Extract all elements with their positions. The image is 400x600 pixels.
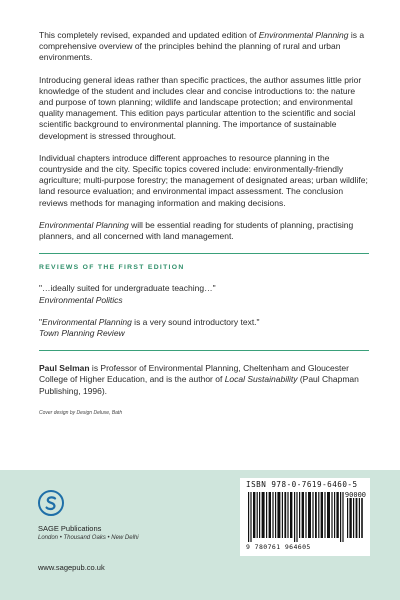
isbn-number: ISBN 978-0-7619-6460-5 [246, 480, 358, 489]
publisher-cities: London • Thousand Oaks • New Delhi [38, 535, 139, 541]
review-item: "Environmental Planning is a very sound introductory text." Town Planning Review [39, 317, 369, 339]
book-title: Environmental Planning [258, 30, 349, 40]
barcode [240, 478, 370, 556]
publisher-name: SAGE Publications [38, 524, 102, 533]
reviews-heading: REVIEWS OF THE FIRST EDITION [39, 264, 185, 272]
sage-logo-icon [38, 490, 64, 516]
author-name: Paul Selman [39, 363, 90, 374]
review-source: Town Planning Review [39, 328, 125, 339]
cover-credit: Cover design by Design Deluxe, Bath [39, 409, 123, 416]
audience-paragraph: Environmental Planning will be essential reading for students of planning, practising planners, and all concerned with land management. [39, 219, 354, 242]
divider [39, 253, 369, 254]
barcode-number: 9 780761 964605 [246, 543, 311, 551]
review-source: Environmental Politics [39, 294, 123, 305]
blurb [39, 30, 369, 419]
review-item: "…ideally suited for undergraduate teaching…" Environmental Politics [39, 283, 369, 305]
topics-paragraph: Individual chapters introduce different approaches to resource planning in the countryside and the city. Specific topics covered include: environmentally-friendly agriculture; multi-purpose forestry; the management of designated areas; urban wildlife; land resource evaluation; and environmental impact assessment. The conclusion reviews methods for managing information and making decisions. [39, 152, 368, 208]
description-paragraph: Introducing general ideas rather than specific practices, the author assumes little prior knowledge of the student and includes clear and concise introductions to: the nature and purpose of town planning; wildlife and landscape protection; and environmental quality management. This edition pays particular attention to the scientific and social scientific background to environmental planning. The importance of sustainable development is stressed throughout. [39, 74, 362, 141]
price-code: 90000 [344, 491, 366, 499]
divider [39, 350, 369, 351]
publisher-website[interactable]: www.sagepub.co.uk [38, 563, 105, 572]
intro-paragraph: This completely revised, expanded and updated edition of Environmental Planning is a comprehensive overview of the principles behind the planning of rural and urban environments. [39, 30, 365, 63]
author-bio: Paul Selman is Professor of Environmental Planning, Cheltenham and Gloucester College of Higher Education, and is the author of Local Sustainability (Paul Chapman Publishing, 1996). [39, 363, 359, 396]
barcode-bars [246, 492, 364, 542]
